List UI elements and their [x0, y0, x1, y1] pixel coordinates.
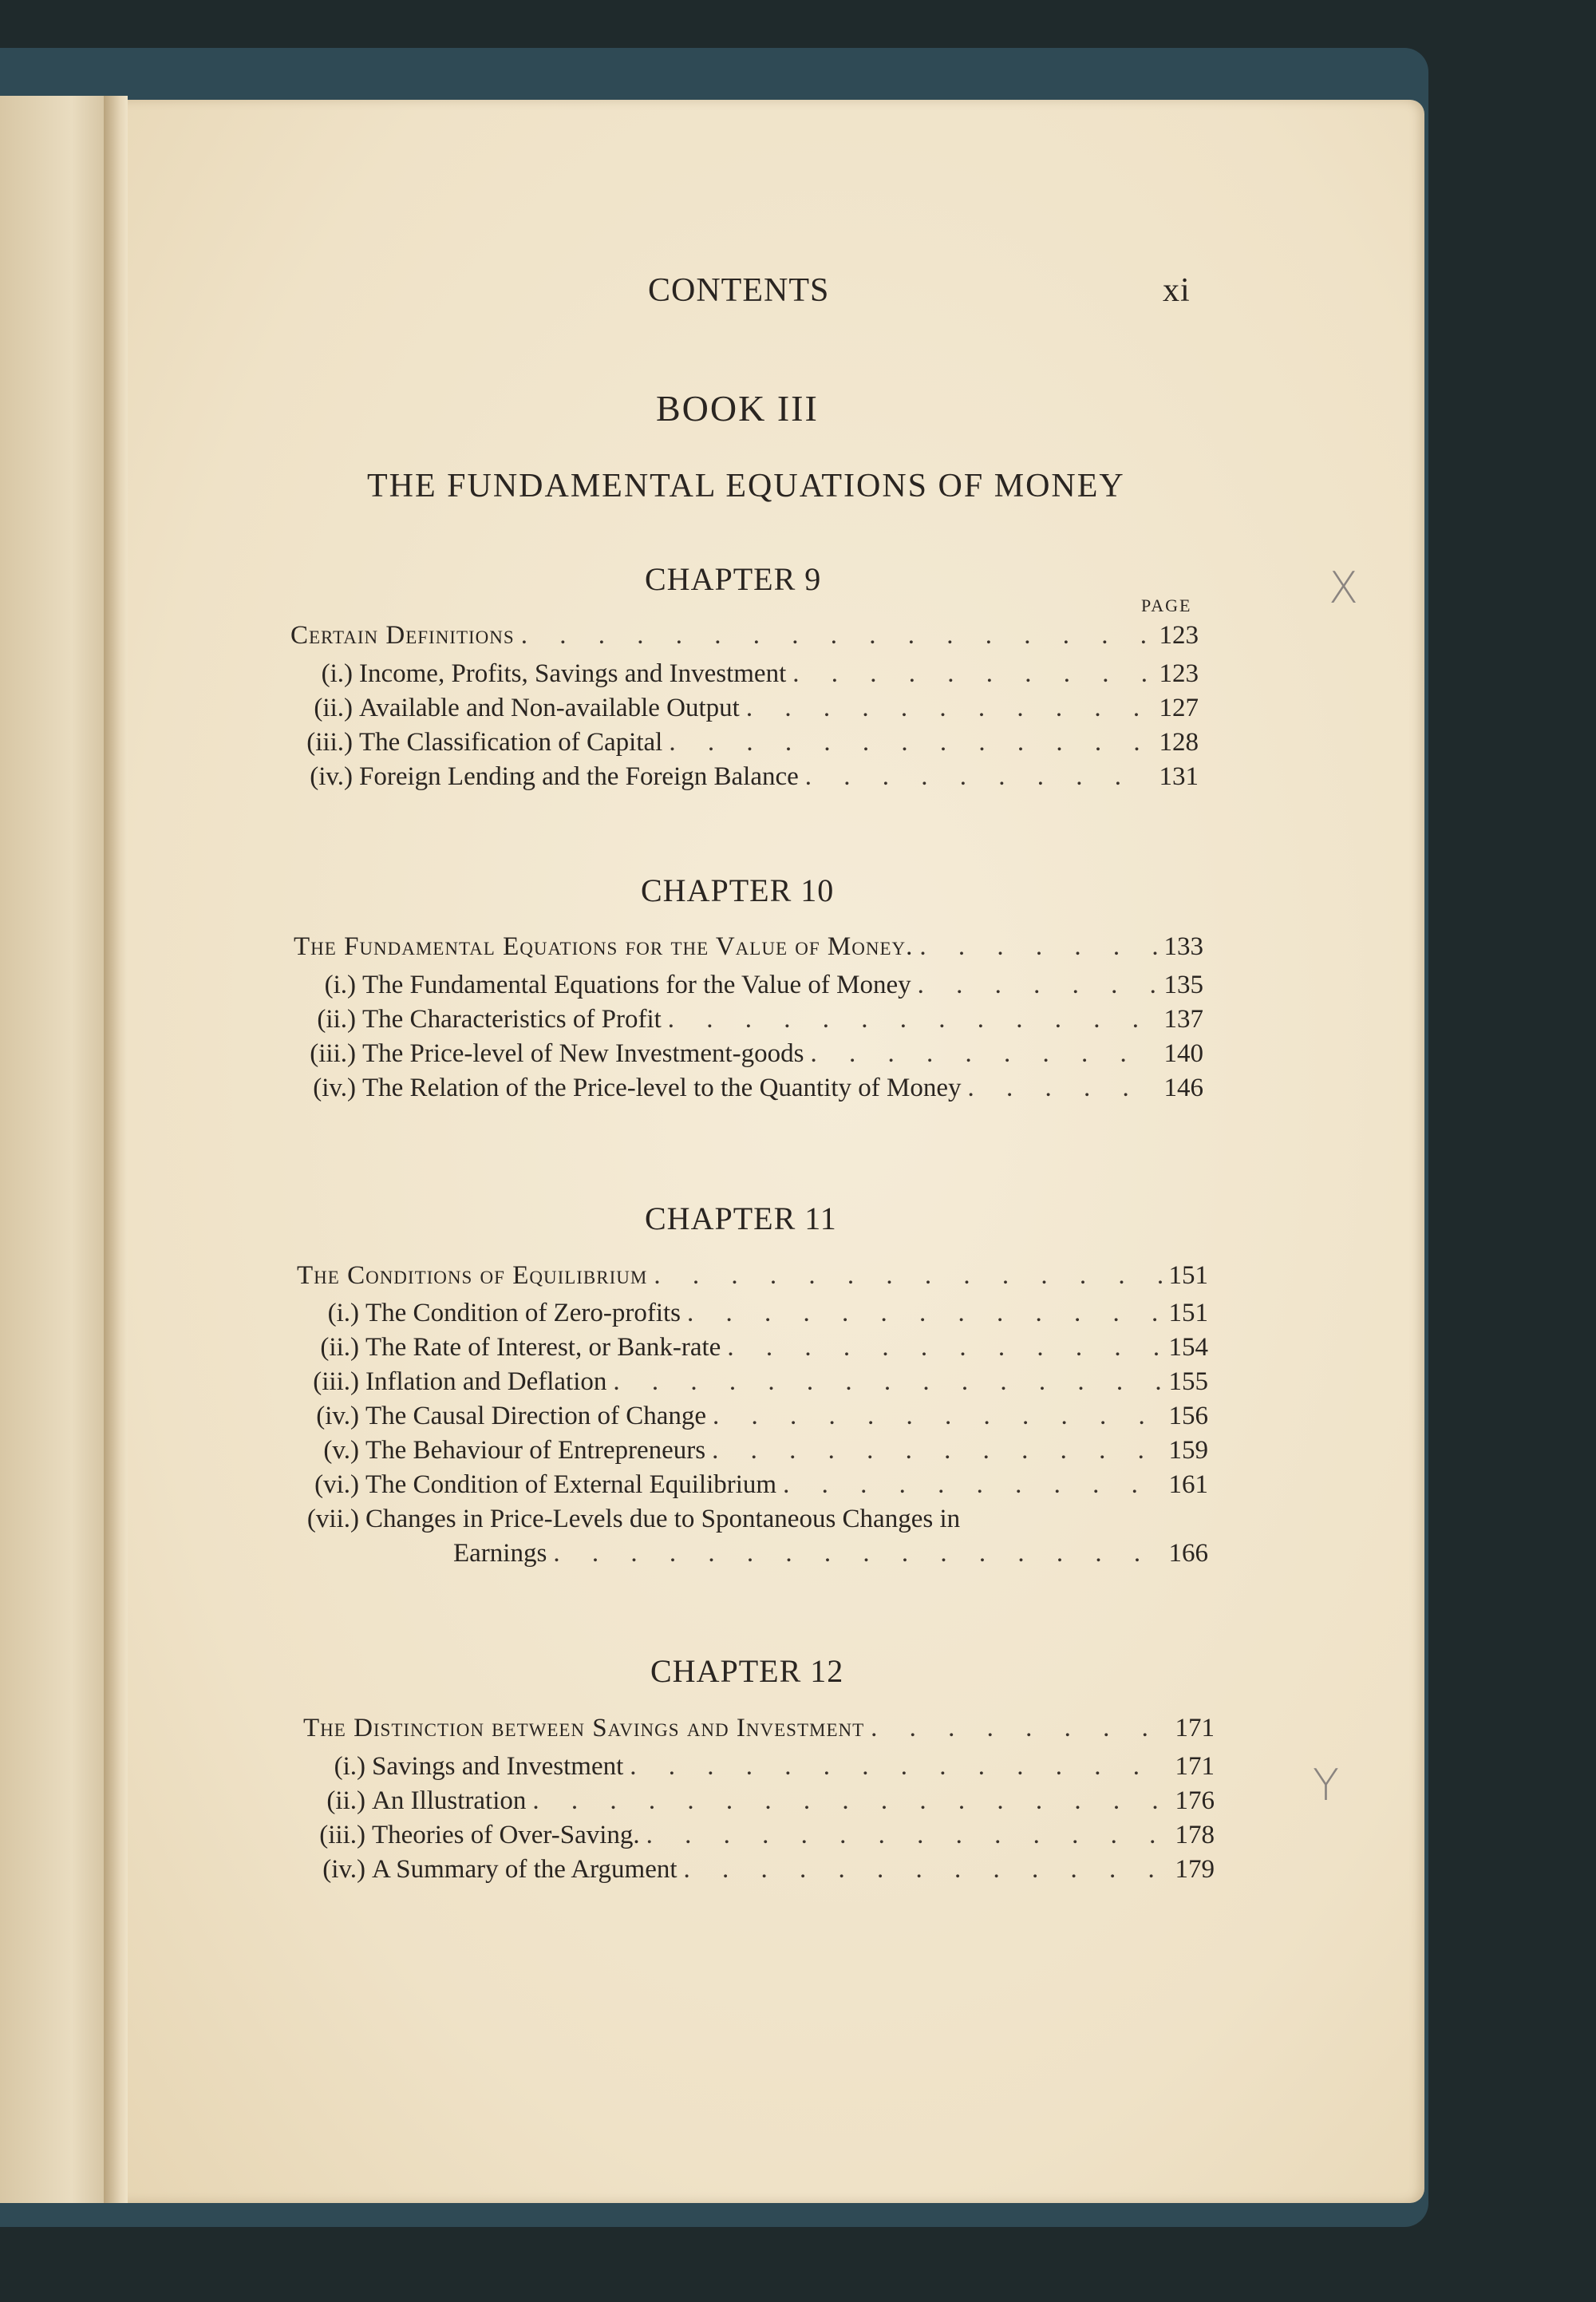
- section-title: The Behaviour of Entrepreneurs: [365, 1436, 706, 1465]
- section-number: (iv.): [322, 1855, 365, 1884]
- toc-entry-title: The Conditions of Equilibrium: [297, 1261, 648, 1290]
- section-title: Theories of Over-Saving.: [372, 1821, 640, 1849]
- section-page: 166: [1168, 1539, 1208, 1568]
- leader-dots: [968, 1074, 1158, 1103]
- toc-section-entry[interactable]: [297, 1367, 1208, 1402]
- toc-section-entry-continued[interactable]: [297, 1539, 1208, 1574]
- toc-section-entry[interactable]: [297, 1436, 1208, 1471]
- leader-dots: [654, 1261, 1162, 1291]
- toc-chapter-entry[interactable]: [297, 1261, 1208, 1296]
- leader-dots: [532, 1786, 1168, 1816]
- section-title: Income, Profits, Savings and Investment: [359, 659, 787, 688]
- book-label: BOOK III: [656, 388, 819, 429]
- chapter-heading: CHAPTER 11: [645, 1200, 837, 1236]
- toc-entry-page: 151: [1168, 1261, 1208, 1290]
- leader-dots: [553, 1539, 1162, 1568]
- section-number: (vi.): [314, 1470, 359, 1499]
- section-number: (ii.): [326, 1786, 365, 1815]
- page-column-label: PAGE: [1141, 595, 1192, 615]
- section-page: 178: [1175, 1821, 1215, 1849]
- chapter-heading: CHAPTER 9: [645, 561, 822, 597]
- toc-entry-page: 133: [1163, 932, 1203, 961]
- chapter-heading: CHAPTER 10: [641, 872, 835, 908]
- section-title: Savings and Investment: [372, 1752, 624, 1781]
- section-number: (ii.): [314, 694, 353, 722]
- section-title: The Relation of the Price-level to the Quantity of Money: [362, 1074, 962, 1102]
- leader-dots: [687, 1299, 1162, 1328]
- leader-dots: [646, 1821, 1169, 1850]
- left-page-edge: [0, 96, 120, 2203]
- section-number: (iii.): [319, 1821, 365, 1849]
- toc-section-entry[interactable]: [297, 1505, 1208, 1540]
- toc-chapter-entry[interactable]: [290, 621, 1199, 656]
- section-title: Foreign Lending and the Foreign Balance: [359, 762, 799, 791]
- toc-section-entry[interactable]: [297, 1333, 1208, 1368]
- page-number: xi: [1163, 272, 1191, 309]
- section-title: Changes in Price-Levels due to Spontaneous Changes in: [365, 1505, 961, 1533]
- section-page: 135: [1163, 971, 1203, 999]
- leader-dots: [713, 1402, 1162, 1431]
- section-page: 171: [1175, 1752, 1215, 1781]
- toc-chapter-entry[interactable]: [294, 932, 1203, 967]
- section-title: The Condition of External Equilibrium: [365, 1470, 777, 1499]
- leader-dots: [630, 1752, 1168, 1782]
- leader-dots: [918, 971, 1158, 1000]
- section-title: Inflation and Deflation: [365, 1367, 607, 1396]
- section-number: (iv.): [313, 1074, 356, 1102]
- leader-dots: [746, 694, 1153, 723]
- toc-section-entry[interactable]: [294, 1074, 1203, 1109]
- section-number: (vii.): [306, 1505, 359, 1533]
- section-title: An Illustration: [372, 1786, 527, 1815]
- leader-dots: [783, 1470, 1162, 1500]
- running-title: CONTENTS: [648, 272, 830, 309]
- toc-section-entry[interactable]: [297, 1299, 1208, 1334]
- section-title: The Classification of Capital: [359, 728, 663, 757]
- section-title: The Characteristics of Profit: [362, 1005, 662, 1034]
- section-page: 179: [1175, 1855, 1215, 1884]
- section-page: 146: [1163, 1074, 1203, 1102]
- leader-dots: [668, 1005, 1158, 1034]
- leader-dots: [684, 1855, 1169, 1885]
- section-page: 137: [1163, 1005, 1203, 1034]
- toc-section-entry[interactable]: [290, 762, 1199, 797]
- leader-dots: [919, 932, 1157, 962]
- section-page: 151: [1168, 1299, 1208, 1327]
- section-title: The Causal Direction of Change: [365, 1402, 707, 1430]
- section-number: (i.): [327, 1299, 359, 1327]
- toc-entry-page: 123: [1159, 621, 1199, 650]
- toc-section-entry[interactable]: [303, 1786, 1215, 1821]
- toc-section-entry[interactable]: [297, 1402, 1208, 1437]
- toc-section-entry[interactable]: [290, 728, 1199, 763]
- leader-dots: [669, 728, 1152, 757]
- toc-entry-page: 171: [1175, 1714, 1215, 1742]
- section-page: 156: [1168, 1402, 1208, 1430]
- toc-entry-title: The Fundamental Equations for the Value of Money.: [294, 932, 914, 961]
- section-title: The Fundamental Equations for the Value of Money: [362, 971, 911, 999]
- toc-section-entry[interactable]: [303, 1855, 1215, 1890]
- section-title-continued: Earnings: [453, 1539, 547, 1568]
- section-number: (iii.): [306, 728, 353, 757]
- toc-section-entry[interactable]: [290, 694, 1199, 729]
- section-page: 176: [1175, 1786, 1215, 1815]
- section-number: (iii.): [313, 1367, 359, 1396]
- toc-entry-title: Certain Definitions: [290, 621, 515, 650]
- leader-dots: [727, 1333, 1162, 1363]
- section-number: (i.): [324, 971, 356, 999]
- toc-section-entry[interactable]: [297, 1470, 1208, 1505]
- section-title: The Rate of Interest, or Bank-rate: [365, 1333, 721, 1362]
- chapter-heading: CHAPTER 12: [650, 1653, 844, 1689]
- leader-dots: [871, 1714, 1168, 1743]
- section-number: (iv.): [316, 1402, 359, 1430]
- section-page: 155: [1168, 1367, 1208, 1396]
- toc-section-entry[interactable]: [303, 1752, 1215, 1787]
- leader-dots: [811, 1039, 1158, 1069]
- page-gutter: [104, 96, 128, 2203]
- pencil-mark-y: Y: [1313, 1760, 1339, 1810]
- toc-section-entry[interactable]: [294, 971, 1203, 1006]
- toc-section-entry[interactable]: [303, 1821, 1215, 1856]
- section-title: The Condition of Zero-profits: [365, 1299, 681, 1327]
- section-page: 128: [1159, 728, 1199, 757]
- section-page: 159: [1168, 1436, 1208, 1465]
- toc-entry-title: The Distinction between Savings and Investment: [303, 1714, 865, 1742]
- section-page: 123: [1159, 659, 1199, 688]
- section-number: (ii.): [320, 1333, 359, 1362]
- section-page: 161: [1168, 1470, 1208, 1499]
- section-number: (v.): [323, 1436, 359, 1465]
- section-title: A Summary of the Argument: [372, 1855, 678, 1884]
- section-number: (iv.): [310, 762, 353, 791]
- toc-chapter-entry[interactable]: [303, 1714, 1215, 1749]
- section-title: Available and Non-available Output: [359, 694, 740, 722]
- section-number: (iii.): [310, 1039, 356, 1068]
- section-title: The Price-level of New Investment-goods: [362, 1039, 804, 1068]
- section-page: 154: [1168, 1333, 1208, 1362]
- leader-dots: [712, 1436, 1162, 1465]
- section-page: 140: [1163, 1039, 1203, 1068]
- toc-section-entry[interactable]: [294, 1005, 1203, 1040]
- section-page: 131: [1159, 762, 1199, 791]
- leader-dots: [613, 1367, 1162, 1397]
- section-page: 127: [1159, 694, 1199, 722]
- book-title: THE FUNDAMENTAL EQUATIONS OF MONEY: [367, 468, 1125, 504]
- section-number: (i.): [334, 1752, 365, 1781]
- toc-section-entry[interactable]: [294, 1039, 1203, 1074]
- pencil-mark-x: X: [1329, 563, 1358, 613]
- section-number: (ii.): [317, 1005, 356, 1034]
- section-number: (i.): [321, 659, 353, 688]
- leader-dots: [805, 762, 1153, 792]
- leader-dots: [792, 659, 1152, 689]
- toc-section-entry[interactable]: [290, 659, 1199, 694]
- leader-dots: [521, 621, 1153, 651]
